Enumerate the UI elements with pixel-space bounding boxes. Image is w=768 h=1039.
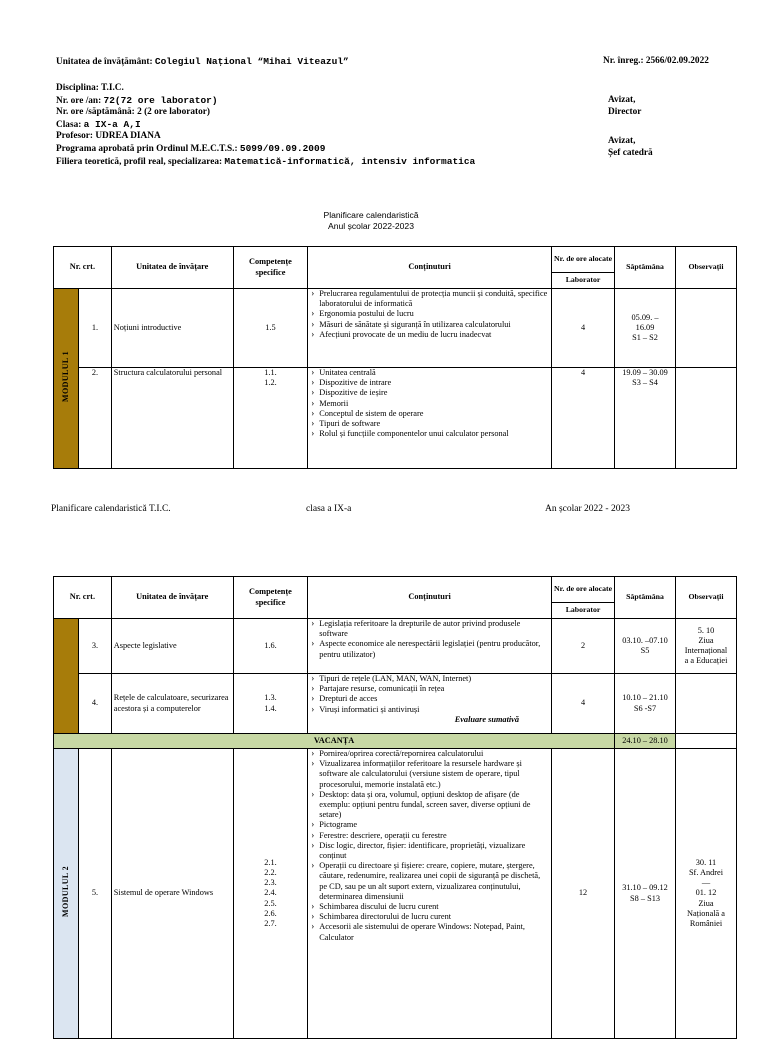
cell-line: Sf. Andrei — [688, 867, 724, 877]
cell-line: 2.6. — [264, 908, 277, 918]
content-item: › Dispozitive de ieșire — [310, 388, 549, 398]
cell-line: — — [701, 878, 711, 888]
cell-line: 2.4. — [264, 888, 277, 898]
curriculum-order: Programa aprobată prin Ordinul M.E.C.T.S.: 5099/09.09.2009 — [56, 142, 326, 154]
summative-evaluation: Evaluare sumativă — [454, 714, 520, 724]
vacation-row — [54, 734, 737, 749]
content-item: › Accesorii ale sistemului de operare Windows: Notepad, Paint, Calculator — [310, 922, 549, 942]
row-week — [615, 289, 676, 368]
cell-line: României — [689, 919, 723, 928]
col-hours: Nr. de ore alocate — [552, 577, 615, 603]
table-row — [54, 674, 737, 734]
cell-line: a a Educației — [684, 656, 728, 666]
cell-line: S1 – S2 — [632, 333, 658, 343]
col-nr: Nr. crt. — [54, 577, 112, 619]
content-item: › Disc logic, director, fișier: identificare, proprietăți, vizualizare conținut — [310, 841, 549, 861]
row-competences: 1.6. — [233, 619, 308, 674]
content-item: › Dispozitive de intrare — [310, 378, 549, 388]
module-1-continuation-cell — [54, 619, 79, 734]
content-item: › Legislația referitoare la drepturile de autor privind produsele software — [310, 619, 549, 639]
cell-line: 16.09 — [635, 322, 655, 332]
row-competences — [233, 674, 308, 734]
cell-line: 2.7. — [264, 919, 277, 928]
col-week: Săptămâna — [615, 577, 676, 619]
row-number: 2. — [79, 368, 112, 469]
col-unit: Unitatea de învățare — [111, 247, 233, 289]
row-unit: Noțiuni introductive — [111, 289, 233, 368]
row-number: 5. — [79, 749, 112, 1039]
row-hours: 2 — [552, 619, 615, 674]
col-observations: Observații — [675, 577, 736, 619]
row-competences: 1.5 — [233, 289, 308, 368]
module-1-cell — [54, 289, 79, 469]
table-row — [54, 368, 737, 469]
col-unit: Unitatea de învățare — [111, 577, 233, 619]
content-item: › Operații cu directoare și fișiere: creare, copiere, mutare, ștergere, căutare, redenumire, realizarea unei copii de siguranță pe dischetă, pe CD, sau pe un alt suport extern, vizualizarea conținutului, determinarea dimensiunii — [310, 861, 549, 902]
row-competences — [233, 749, 308, 1039]
col-nr: Nr. crt. — [54, 247, 112, 289]
approval-head: Avizat, Șef catedră — [608, 136, 653, 158]
row-unit: Structura calculatorului personal — [111, 368, 233, 469]
track: Filiera teoretică, profil real, specializarea: Matematică-informatică, intensiv informatica — [56, 155, 476, 167]
planning-table-2 — [53, 576, 737, 1039]
teacher: Profesor: UDREA DIANA — [56, 131, 161, 142]
row-week — [615, 674, 676, 734]
cell-line: 2.5. — [264, 898, 277, 908]
content-item: › Aspecte economice ale nerespectării legislației (pentru producător, pentru utilizator) — [310, 639, 549, 659]
content-item: › Drepturi de acces — [310, 694, 549, 704]
row-contents — [308, 289, 552, 368]
cell-line: 2.2. — [264, 867, 277, 877]
content-item: › Vizualizarea informațiilor referitoare la resursele hardware și software ale calculatorului (versiune sistem de operare, tipul procesorului, memorie instalată etc.) — [310, 759, 549, 790]
cell-line: 1.3. — [264, 693, 277, 703]
cell-line: 10.10 – 21.10 — [622, 693, 668, 703]
cell-line: 30. 11 — [695, 857, 717, 867]
content-item: › Ferestre: descriere, operații cu ferestre — [310, 831, 549, 841]
row-hours: 12 — [552, 749, 615, 1039]
content-item: › Desktop: data și ora, volumul, opțiuni desktop de afișare (de exemplu: opțiuni pentru fundal, screen saver, diverse opțiuni de setare) — [310, 790, 549, 821]
content-item: › Conceptul de sistem de operare — [310, 409, 549, 419]
row-contents — [308, 619, 552, 674]
cell-line: 1.2. — [264, 378, 277, 388]
cell-line: 1.4. — [264, 703, 277, 713]
cell-line: S8 – S13 — [630, 893, 660, 903]
row-unit: Rețele de calculatoare, securizarea acestora și a computerelor — [111, 674, 233, 734]
vacation-label: VACANȚA — [54, 734, 615, 749]
col-hours: Nr. de ore alocate — [552, 247, 615, 273]
hours-per-week: Nr. ore /săptămână: 2 (2 ore laborator) — [56, 107, 210, 118]
content-item: › Tipuri de software — [310, 419, 549, 429]
row-week — [615, 749, 676, 1039]
class: Clasa: a IX-a A,I — [56, 118, 141, 130]
content-item: › Afecțiuni provocate de un mediu de lucru inadecvat — [310, 330, 549, 340]
content-item: › Ergonomia postului de lucru — [310, 309, 549, 319]
col-observations: Observații — [675, 247, 736, 289]
cell-line: 2.1. — [264, 857, 277, 867]
vacation-period: 24.10 – 28.10 — [615, 734, 676, 749]
cell-line: S6 -S7 — [633, 703, 657, 713]
content-item: › Schimbarea discului de lucru curent — [310, 902, 549, 912]
module-2-cell — [54, 749, 79, 1039]
document-title: Planificare calendaristică Anul școlar 2022-2023 — [323, 210, 419, 231]
cell-line: 01. 12 — [695, 888, 717, 898]
cell-line: Ziua — [698, 898, 714, 908]
content-item: › Unitatea centrală — [310, 368, 549, 378]
footer-class: clasa a IX-a — [306, 504, 352, 514]
row-hours: 4 — [552, 289, 615, 368]
row-week — [615, 619, 676, 674]
col-week: Săptămâna — [615, 247, 676, 289]
col-competences: Competențe specifice — [233, 247, 308, 289]
header-info — [56, 83, 475, 168]
content-item: › Schimbarea directorului de lucru curent — [310, 912, 549, 922]
content-item: › Viruși informatici și antiviruși — [310, 705, 549, 715]
row-observations — [675, 749, 736, 1039]
row-contents — [308, 674, 552, 734]
row-number: 1. — [79, 289, 112, 368]
content-item: › Pictograme — [310, 820, 549, 830]
footer-title: Planificare calendaristică T.I.C. — [51, 504, 171, 514]
content-item: › Partajare resurse, comunicații în rețea — [310, 684, 549, 694]
content-item: › Tipuri de rețele (LAN, MAN, WAN, Internet) — [310, 674, 549, 684]
row-unit: Aspecte legislative — [111, 619, 233, 674]
cell-line: 5. 10 — [697, 625, 715, 635]
cell-line: Ziua — [698, 635, 714, 645]
row-observations — [675, 289, 736, 368]
school-unit: Unitatea de învățământ: Colegiul Național “Mihai Viteazul” — [56, 56, 349, 67]
content-item: › Măsuri de sănătate și siguranță în utilizarea calculatorului — [310, 320, 549, 330]
cell-line: Internațional — [684, 646, 728, 655]
cell-line: Națională a — [686, 908, 725, 918]
row-hours: 4 — [552, 674, 615, 734]
cell-line: S5 — [640, 646, 650, 655]
module-label: MODULUL 1 — [61, 351, 70, 403]
cell-line: 31.10 – 09.12 — [622, 883, 668, 893]
row-competences — [233, 368, 308, 469]
module-label: MODULUL 2 — [61, 866, 70, 918]
row-observations — [675, 674, 736, 734]
row-number: 4. — [79, 674, 112, 734]
col-lab: Laborator — [552, 273, 615, 289]
col-lab: Laborator — [552, 603, 615, 619]
col-contents: Conținuturi — [308, 577, 552, 619]
discipline: Disciplina: T.I.C. — [56, 83, 124, 93]
row-hours: 4 — [552, 368, 615, 469]
planning-table-1 — [53, 246, 737, 469]
registration-number: Nr. înreg.: 2566/02.09.2022 — [603, 56, 709, 66]
cell-line: 19.09 – 30.09 — [622, 368, 668, 377]
row-number: 3. — [79, 619, 112, 674]
cell-line: 03.10. –07.10 — [622, 635, 668, 645]
cell-line: 1.1. — [264, 368, 277, 377]
approval-director: Avizat, Director — [608, 95, 642, 117]
table-row — [54, 749, 737, 1039]
row-observations — [675, 619, 736, 674]
footer-year: An școlar 2022 - 2023 — [545, 504, 630, 514]
hours-per-year: Nr. ore /an: 72(72 ore laborator) — [56, 94, 218, 106]
col-competences: Competențe specifice — [233, 577, 308, 619]
table-row — [54, 619, 737, 674]
content-item: › Prelucrarea regulamentului de protecția muncii și conduită, specifice laboratorului de informatică — [310, 289, 549, 309]
row-contents — [308, 368, 552, 469]
table-row — [54, 289, 737, 368]
content-item: › Memorii — [310, 399, 549, 409]
row-contents — [308, 749, 552, 1039]
row-unit: Sistemul de operare Windows — [111, 749, 233, 1039]
cell-line: S3 – S4 — [632, 378, 658, 388]
content-item: › Pornirea/oprirea corectă/repornirea calculatorului — [310, 749, 549, 759]
cell-line: 05.09. – — [631, 312, 659, 322]
row-observations — [675, 368, 736, 469]
cell-line: 2.3. — [264, 878, 277, 888]
row-week — [615, 368, 676, 469]
content-item: › Rolul și funcțiile componentelor unui calculator personal — [310, 429, 549, 439]
col-contents: Conținuturi — [308, 247, 552, 289]
